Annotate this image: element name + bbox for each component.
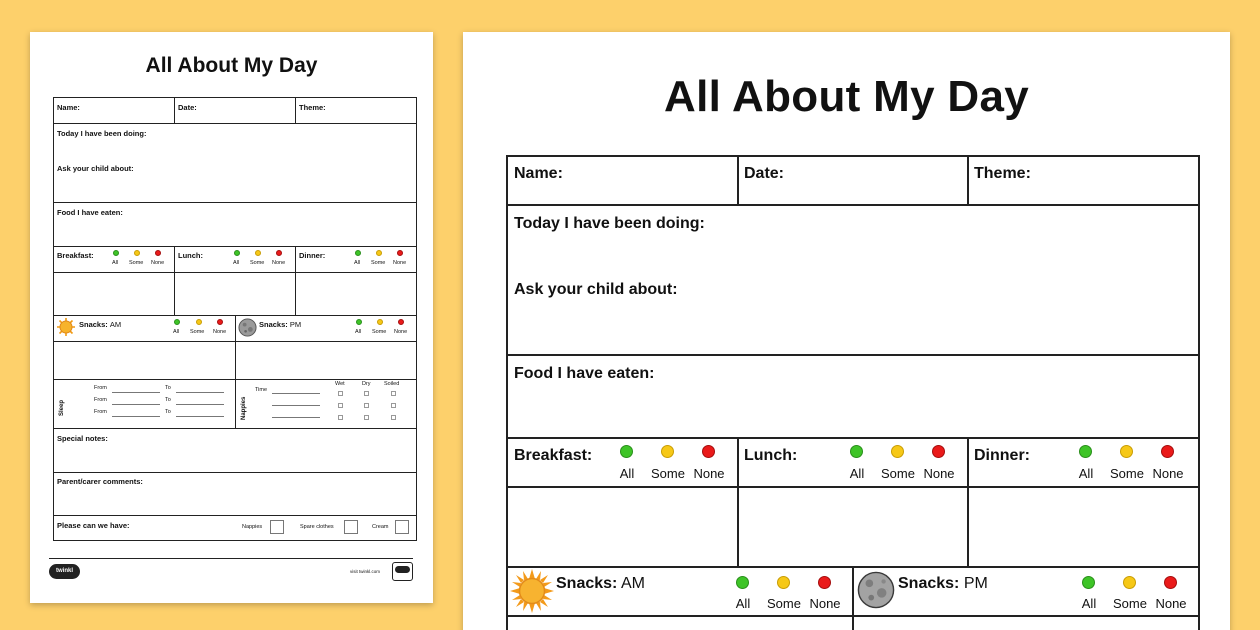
moon-icon-large [857,571,895,609]
dinner-label: Dinner: [299,251,326,260]
worksheet-preview-small [30,32,433,603]
theme-label-large: Theme: [974,165,1031,182]
lunch-label: Lunch: [178,251,203,260]
ask-label: Ask your child about: [57,164,134,173]
rating-all-dot [620,445,633,458]
worksheet-preview-large [463,32,1230,630]
parent-comments-label: Parent/carer comments: [57,477,143,486]
sun-icon [56,317,76,337]
date-label-large: Date: [744,165,785,182]
page-title: All About My Day [145,54,318,77]
worksheet-table: Name: Date: Theme: Today I have been doing: Ask your child about: Food I have eaten: Breakfast: Lunch: Dinner: All Some None All Some None All Some None Snacks: AM All Some None Snacks: PM All Some None Sleep From To From To From To Nappies Time Wet Dry Soiled Special notes: Parent/carer comments: Please can we have: Nappies Spare clothes Cream [53,97,417,541]
page-title-large: All About My Day [664,72,1029,121]
today-label: Today I have been doing: [57,129,147,138]
moon-icon [238,318,257,337]
food-label-large: Food I have eaten: [514,365,655,382]
ask-label-large: Ask your child about: [514,281,678,298]
twinkl-logo: twinkl [49,564,80,579]
breakfast-label: Breakfast: [57,251,94,260]
name-label-large: Name: [514,165,563,182]
dinner-label-large: Dinner: [974,447,1030,464]
special-notes-label: Special notes: [57,434,108,443]
twinkl-badge-icon [392,562,413,581]
footer-url: visit twinkl.com [350,569,381,574]
rating-none-dot [702,445,715,458]
please-label: Please can we have: [57,521,130,530]
breakfast-label-large: Breakfast: [514,447,593,464]
name-label: Name: [57,103,80,112]
snacks-pm-label: Snacks: PM [259,320,302,329]
snacks-am-label: Snacks: AM [79,320,122,329]
lunch-label-large: Lunch: [744,447,798,464]
date-label: Date: [178,103,197,112]
food-label: Food I have eaten: [57,208,123,217]
worksheet-table-large: Name: Date: Theme: Today I have been doing: Ask your child about: Food I have eaten: Breakfast: Lunch: Dinner: All Some None All Some None All Some None Snacks: AM All Some None Snacks: PM All Some None [506,155,1200,630]
sun-icon-large [510,569,554,613]
rating-some-dot [661,445,674,458]
nappies-label: Nappies [241,396,247,420]
snacks-am-label-large: Snacks: AM [556,575,645,592]
today-label-large: Today I have been doing: [514,215,705,232]
sleep-label: Sleep [59,399,65,416]
snacks-pm-label-large: Snacks: PM [898,575,988,592]
theme-label: Theme: [299,103,326,112]
